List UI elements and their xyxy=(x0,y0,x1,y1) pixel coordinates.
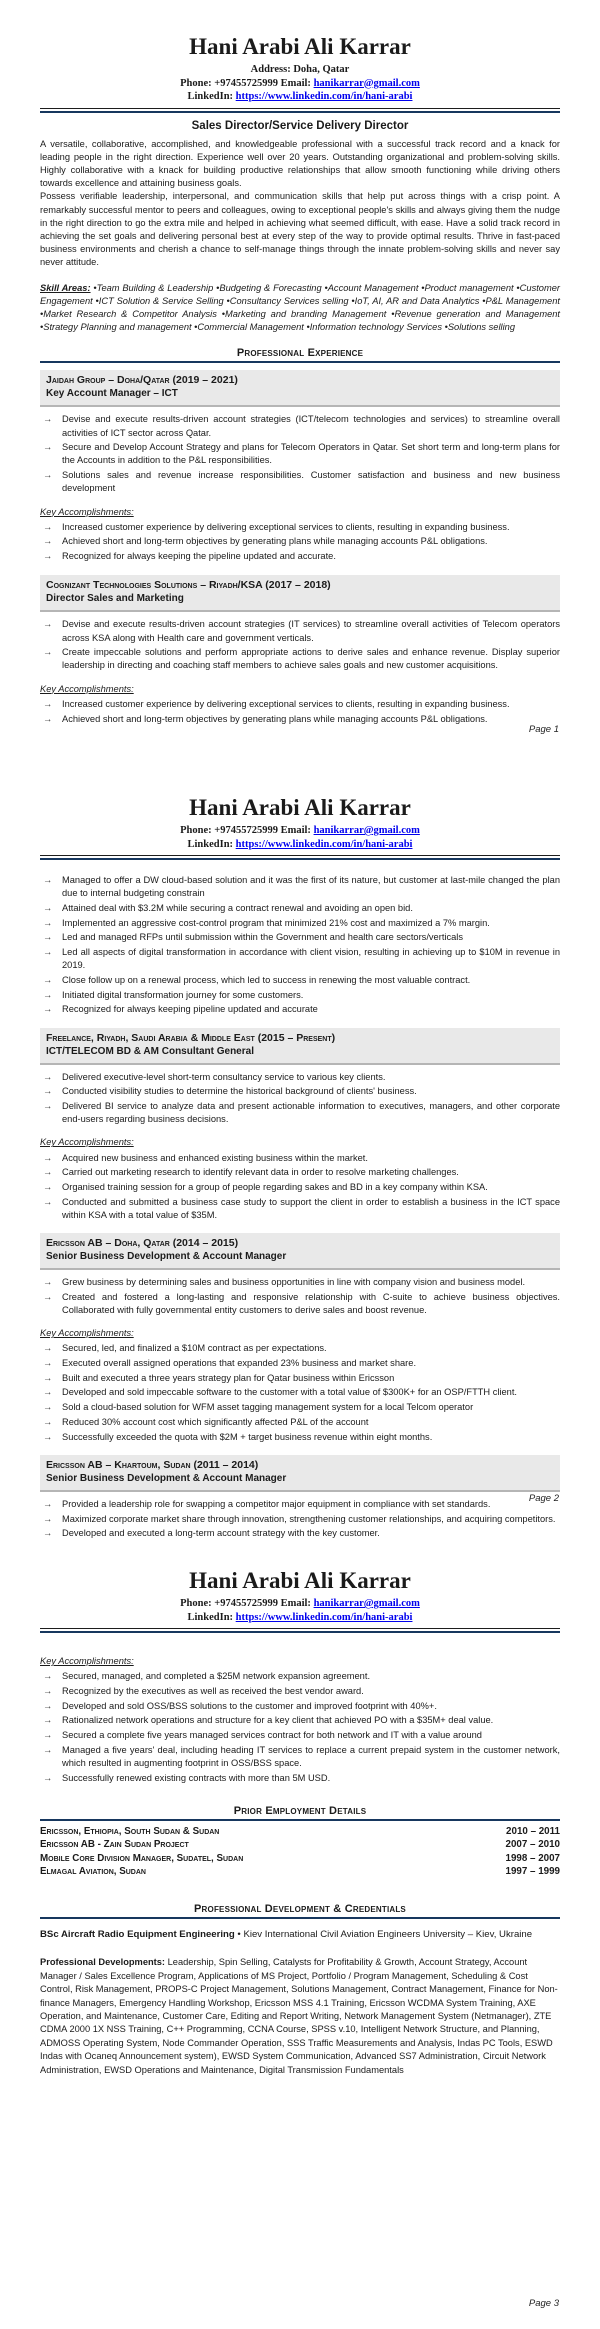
bullet-item xyxy=(40,469,560,495)
phone-email-prefix: Phone: +97455725999 Email: xyxy=(180,1598,314,1609)
professional-developments xyxy=(40,1956,560,2077)
linkedin-link[interactable]: https://www.linkedin.com/in/hani-arabi xyxy=(235,838,413,850)
phone-email-line xyxy=(40,1597,560,1611)
accomplishments-list xyxy=(40,1152,560,1223)
bullet-item xyxy=(40,550,560,563)
bullet-text: Achieved short and long-term objectives by generating plans while managing accounts P&L obligations. xyxy=(62,713,488,724)
arrow-bullet-icon: → xyxy=(43,1372,53,1383)
arrow-bullet-icon: → xyxy=(43,551,53,562)
bullet-item xyxy=(40,1729,560,1742)
arrow-bullet-icon: → xyxy=(43,1700,53,1711)
bullet-item xyxy=(40,1372,560,1385)
phone-email-line xyxy=(40,77,560,91)
bullet-item xyxy=(40,902,560,915)
bullet-text: Provided a leadership role for swapping a competitor major equipment in compliance with set standards. xyxy=(62,1498,491,1509)
employer-name: Ericsson, Ethiopia, South Sudan & Sudan xyxy=(40,1825,220,1837)
prior-employment-row xyxy=(40,1865,560,1879)
bullet-item xyxy=(40,1513,560,1526)
resume-page-3 xyxy=(0,1550,600,2329)
arrow-bullet-icon: → xyxy=(43,1086,53,1097)
employment-years: 1998 – 2007 xyxy=(505,1852,560,1864)
arrow-bullet-icon: → xyxy=(43,1744,53,1755)
arrow-bullet-icon: → xyxy=(43,1277,53,1288)
arrow-bullet-icon: → xyxy=(43,1730,53,1741)
bullet-text: Delivered executive-level short-term consultancy service to various key clients. xyxy=(62,1071,386,1082)
bullet-item xyxy=(40,989,560,1002)
bullet-item xyxy=(40,1085,560,1098)
accomplishments-list xyxy=(40,1342,560,1443)
arrow-bullet-icon: → xyxy=(43,1715,53,1726)
section-divider xyxy=(40,1819,560,1821)
employment-years: 1997 – 1999 xyxy=(505,1866,560,1878)
bullet-text: Managed a five years' deal, including heading IT services to replace a current prepaid system in the customer network, which resulted in augmenting footprint in OSS/BSS space. xyxy=(62,1744,560,1768)
bullet-text: Close follow up on a renewal process, which led to success in renewing the most valuable contract. xyxy=(62,974,471,985)
job-header-ericsson-khartoum xyxy=(40,1455,560,1492)
accomplishments-list xyxy=(40,521,560,564)
bullet-text: Led all aspects of digital transformation in accordance with client vision, resulting in achieving up to $10M in revenue in 2019. xyxy=(62,947,560,971)
arrow-bullet-icon: → xyxy=(43,1387,53,1398)
bullet-item xyxy=(40,1670,560,1683)
arrow-bullet-icon: → xyxy=(43,917,53,928)
arrow-bullet-icon: → xyxy=(43,1004,53,1015)
bullet-text: Developed and executed a long-term account strategy with the key customer. xyxy=(62,1528,380,1539)
arrow-bullet-icon: → xyxy=(43,1772,53,1783)
bullet-item xyxy=(40,1386,560,1399)
arrow-bullet-icon: → xyxy=(43,875,53,885)
skill-areas-text: •Team Building & Leadership •Budgeting & Forecasting •Account Management •Product management •Customer Engagement •ICT Solution & Service Selling •Consultancy Services selling •IoT, AI, AR and Data Analytics •P&L Management •Market Research & Competitor Analysis •Marketing and branding Management •Revenue generation and Management •Strategy Planning and management •Commercial Management •Information technology Services •Solutions selling xyxy=(40,282,560,333)
summary-paragraph: A versatile, collaborative, accomplished, and knowledgeable professional with a successful track record and a knack for leading people in the right direction. Experience well over 20 years. Outstanding organizational and problem-solving skills. Highly collaborative with a knack for building productive relationships that allow smooth functioning while driving others towards excellence and attaining business goals. xyxy=(40,138,560,189)
duties-list xyxy=(40,1498,560,1541)
bullet-item xyxy=(40,1342,560,1355)
degree-line xyxy=(40,1928,560,1942)
arrow-bullet-icon: → xyxy=(43,1167,53,1178)
linkedin-line xyxy=(40,90,560,104)
bullet-text: Devise and execute results-driven account strategies (ICT/telecom technologies and services) to streamline overall activities of ICT sector across Qatar. xyxy=(62,414,560,438)
job-role: Senior Business Development & Account Manager xyxy=(46,1251,287,1263)
job-company: Ericsson AB – Doha, Qatar (2014 – 2015) xyxy=(46,1237,239,1250)
arrow-bullet-icon: → xyxy=(43,521,53,532)
bullet-item xyxy=(40,413,560,439)
bullet-item xyxy=(40,535,560,548)
duties-list xyxy=(40,413,560,495)
bullet-item xyxy=(40,1744,560,1770)
page-header xyxy=(40,795,560,860)
bullet-text: Increased customer experience by delivering exceptional services to clients, resulting in expanding business. xyxy=(62,521,510,532)
email-link[interactable]: hanikarrar@gmail.com xyxy=(313,77,420,89)
bullet-item xyxy=(40,618,560,644)
skill-areas xyxy=(40,282,560,335)
bullet-item xyxy=(40,917,560,930)
job-company: Freelance, Riyadh, Saudi Arabia & Middle East (2015 – Present) xyxy=(46,1031,336,1044)
bullet-text: Recognized by the executives as well as received the best vendor award. xyxy=(62,1685,364,1696)
linkedin-line xyxy=(40,838,560,852)
bullet-text: Developed and sold OSS/BSS solutions to the customer and improved footprint with 40%+. xyxy=(62,1700,437,1711)
page-number: Page 3 xyxy=(528,2298,559,2309)
arrow-bullet-icon: → xyxy=(43,902,53,913)
candidate-name: Hani Arabi Ali Karrar xyxy=(189,34,411,59)
arrow-bullet-icon: → xyxy=(43,619,53,630)
job-header-cognizant xyxy=(40,575,560,612)
bullet-text: Sold a cloud-based solution for WFM asset tagging management system for a local Telcom operator xyxy=(62,1402,474,1413)
linkedin-link[interactable]: https://www.linkedin.com/in/hani-arabi xyxy=(235,1611,413,1623)
phone-email-line xyxy=(40,824,560,838)
bullet-text: Increased customer experience by delivering exceptional services to clients, resulting in expanding business. xyxy=(62,698,510,709)
bullet-text: Managed to offer a DW cloud-based solution and it was the first of its nature, but customer at last-mile changed the plan due to internal budgeting constrain xyxy=(62,875,560,899)
phone-email-prefix: Phone: +97455725999 Email: xyxy=(180,825,314,836)
bullet-text: Developed and sold impeccable software to the customer with a total value of $300K+ for an OSP/FTTH client. xyxy=(62,1387,518,1398)
arrow-bullet-icon: → xyxy=(43,1685,53,1696)
linkedin-prefix: LinkedIn: xyxy=(187,838,236,850)
bullet-text: Solutions sales and revenue increase responsibilities. Customer satisfaction and business and new business development xyxy=(62,470,560,494)
bullet-text: Rationalized network operations and structure for a key client that achieved PO with a $35M+ deal value. xyxy=(62,1715,494,1726)
arrow-bullet-icon: → xyxy=(43,713,53,724)
accomplishments-list xyxy=(40,1670,560,1785)
bullet-item xyxy=(40,1291,560,1317)
employer-name: Elmagal Aviation, Sudan xyxy=(40,1866,146,1878)
section-title: Professional Development & Credentials xyxy=(194,1902,406,1915)
bullet-item xyxy=(40,1714,560,1727)
arrow-bullet-icon: → xyxy=(43,1196,53,1207)
arrow-bullet-icon: → xyxy=(43,470,53,481)
job-role: Director Sales and Marketing xyxy=(46,593,184,605)
section-divider xyxy=(40,361,560,363)
arrow-bullet-icon: → xyxy=(43,1358,53,1369)
bullet-text: Devise and execute results-driven account strategies (IT services) to streamline overall activities of Telecom operators across KSA along with Health care and government verticals. xyxy=(62,619,560,643)
bullet-item xyxy=(40,441,560,467)
bullet-item xyxy=(40,931,560,944)
bullet-item xyxy=(40,1166,560,1179)
linkedin-prefix: LinkedIn: xyxy=(187,1611,236,1623)
section-title: Prior Employment Details xyxy=(233,1804,367,1817)
page-number: Page 2 xyxy=(528,1493,559,1504)
bullet-text: Secured, managed, and completed a $25M network expansion agreement. xyxy=(62,1671,371,1682)
key-accomplishments-label: Key Accomplishments: xyxy=(40,506,134,517)
bullet-text: Created and fostered a long-lasting and responsive relationship with C-suite to achieve business objectives. Collaborated with fully governmental entity customers to derive sales and boost revenue. xyxy=(62,1291,560,1315)
bullet-text: Maximized corporate market share through innovation, strengthening customer relationships, and acquiring competitors. xyxy=(62,1513,556,1524)
arrow-bullet-icon: → xyxy=(43,932,53,943)
bullet-text: Delivered BI service to analyze data and present actionable information to executives, managers, and other corporate end-users regarding business decisions. xyxy=(62,1100,560,1125)
bullet-item xyxy=(40,1431,560,1444)
bullet-text: Reduced 30% account cost which significantly affected P&L of the account xyxy=(62,1416,369,1427)
bullet-text: Create impeccable solutions and perform appropriate actions to derive sales and enhance revenue. Display superior leadership in directing and coaching staff members to achieve sales goals and new customer acquisitions. xyxy=(62,647,560,671)
bullet-item xyxy=(40,874,560,900)
job-company: Ericsson AB – Khartoum, Sudan (2011 – 2014) xyxy=(46,1458,259,1471)
bullet-item xyxy=(40,1527,560,1540)
prior-employment-row xyxy=(40,1825,560,1839)
bullet-text: Carried out marketing research to identify relevant data in order to resolve marketing challenges. xyxy=(62,1167,459,1178)
arrow-bullet-icon: → xyxy=(43,1181,53,1192)
bullet-text: Secured a complete five years managed services contract for both network and IT with a value around xyxy=(62,1730,482,1741)
bullet-item xyxy=(40,1276,560,1289)
bullet-text: Led and managed RFPs until submission within the Government and health care sectors/verticals xyxy=(62,932,464,943)
bullet-text: Successfully exceeded the quota with $2M + target business revenue within eight months. xyxy=(62,1431,433,1442)
bullet-text: Secured, led, and finalized a $10M contract as per expectations. xyxy=(62,1343,327,1354)
bullet-item xyxy=(40,1772,560,1785)
bullet-text: Achieved short and long-term objectives by generating plans while managing accounts P&L obligations. xyxy=(62,536,488,547)
bullet-text: Built and executed a three years strategy plan for Qatar business within Ericsson xyxy=(62,1372,395,1383)
prior-employment-row xyxy=(40,1838,560,1852)
arrow-bullet-icon: → xyxy=(43,442,53,453)
arrow-bullet-icon: → xyxy=(43,1528,53,1539)
bullet-item xyxy=(40,1003,560,1016)
arrow-bullet-icon: → xyxy=(43,536,53,547)
arrow-bullet-icon: → xyxy=(43,1402,53,1413)
linkedin-link[interactable]: https://www.linkedin.com/in/hani-arabi xyxy=(235,91,413,102)
bullet-text: Implemented an aggressive cost-control program that minimized 21% cost and maximized a 7% margin. xyxy=(62,917,490,928)
page-number: Page 1 xyxy=(528,724,559,735)
bullet-item xyxy=(40,974,560,987)
duties-list xyxy=(40,1276,560,1317)
address-line: Address: Doha, Qatar xyxy=(250,64,350,75)
bullet-text: Successfully renewed existing contracts with more than 5M USD. xyxy=(62,1772,331,1783)
bullet-text: Attained deal with $3.2M while securing a contract renewal and avoiding an open bid. xyxy=(62,902,413,913)
duties-list xyxy=(40,1071,560,1127)
employer-name: Ericsson AB - Zain Sudan Project xyxy=(40,1839,189,1851)
arrow-bullet-icon: → xyxy=(43,1291,53,1302)
arrow-bullet-icon: → xyxy=(43,1671,53,1682)
professional-developments-label: Professional Developments: xyxy=(40,1957,168,1968)
candidate-name: Hani Arabi Ali Karrar xyxy=(189,795,411,820)
arrow-bullet-icon: → xyxy=(43,1100,53,1111)
section-professional-experience xyxy=(40,347,560,363)
bullet-text: Recognized for always keeping the pipeline updated and accurate. xyxy=(62,551,336,562)
bullet-text: Executed overall assigned operations that expanded 23% business and market share. xyxy=(62,1358,417,1369)
accomplishments-continued-list xyxy=(40,874,560,1017)
linkedin-line xyxy=(40,1611,560,1625)
candidate-name: Hani Arabi Ali Karrar xyxy=(189,1568,411,1593)
bullet-text: Acquired new business and enhanced existing business within the market. xyxy=(62,1152,368,1163)
arrow-bullet-icon: → xyxy=(43,974,53,985)
bullet-text: Conducted and submitted a business case study to support the client in order to establish a business in the ICT space within KSA with a total value of $35M. xyxy=(62,1196,560,1220)
arrow-bullet-icon: → xyxy=(43,1343,53,1354)
employer-name: Mobile Core Division Manager, Sudatel, Sudan xyxy=(40,1852,244,1864)
bullet-text: Organised training session for a group of people regarding sakes and BD in a key company within KSA. xyxy=(62,1181,488,1192)
section-title: Professional Experience xyxy=(236,347,364,360)
bullet-item xyxy=(40,946,560,972)
resume-page-1 xyxy=(0,0,600,775)
professional-developments-text: Leadership, Spin Selling, Catalysts for Profitability & Growth, Account Strategy, Account Manager / Sales Excellence Program, Applications of MS Project, Portfolio / Program Management, Scheduling & Cost Control, Risk Management, PROPS-C Project Management, Solutions Management, Contract Management, Finance for Non-finance Managers, Emergency Handling Workshop, Ericsson MSS 4.1 Training, Ericsson WCDMA System Training, AXE Operation, and Maintenance, Customer Care, Editing and Report Writing, Network Management System (Netmanager), ZTE CDMA 2000 1X NSS Training, C++ Programming, CCNA Course, SPSS v.10, Intelligent Network Structure, and Planning, ADMOSS Operating System, Node Commander Operation, SSS Traffic Measurements and Analysis, Indas PC Tools, ESWD Indas with Ocaneq Announcement system), EWSD System Communication, Advanced SS7 Administration, Circuit Network Administration, EWSD Operations and Maintenance, Digital Transmission Fundamentals xyxy=(40,1957,558,2075)
key-accomplishments-label: Key Accomplishments: xyxy=(40,1328,134,1339)
linkedin-prefix: LinkedIn: xyxy=(187,91,236,102)
job-role: Key Account Manager – ICT xyxy=(46,388,178,400)
bullet-item xyxy=(40,1498,560,1511)
arrow-bullet-icon: → xyxy=(43,1416,53,1427)
duties-list xyxy=(40,618,560,672)
bullet-item xyxy=(40,1152,560,1165)
degree-title: BSc Aircraft Radio Equipment Engineering xyxy=(40,1928,235,1940)
email-link[interactable]: hanikarrar@gmail.com xyxy=(313,825,420,836)
bullet-item xyxy=(40,1181,560,1194)
bullet-item xyxy=(40,1071,560,1084)
arrow-bullet-icon: → xyxy=(43,1071,53,1082)
arrow-bullet-icon: → xyxy=(43,947,53,958)
bullet-item xyxy=(40,1401,560,1414)
job-header-jaidah xyxy=(40,370,560,407)
arrow-bullet-icon: → xyxy=(43,1513,53,1524)
job-role: ICT/TELECOM BD & AM Consultant General xyxy=(46,1045,254,1057)
bullet-item xyxy=(40,1685,560,1698)
key-accomplishments-label: Key Accomplishments: xyxy=(40,1137,134,1148)
key-accomplishments-label: Key Accomplishments: xyxy=(40,1656,134,1666)
page-header xyxy=(40,1568,560,1633)
bullet-item xyxy=(40,713,560,726)
phone-email-prefix: Phone: +97455725999 Email: xyxy=(180,77,314,89)
bullet-item xyxy=(40,1416,560,1429)
summary-paragraph: Possess verifiable leadership, interpersonal, and communication skills that help put across things with a crisp point. A remarkably successful mentor to peers and colleagues, owing to exceptional people's skills and always giving them the nudge in the right direction to go the extra mile and helped in achieving what seemed difficult, with ease. Have a solid track record in achieving the set goals and delivering personal best at every step of the way to provide optimal results. Thrive in fast-paced business environments and cherish a chance to self-manage things through the innate problem-solving skills and never say never attitude. xyxy=(40,191,560,268)
bullet-item xyxy=(40,521,560,534)
degree-university: • Kiev International Civil Aviation Engineers University – Kiev, Ukraine xyxy=(234,1928,533,1940)
bullet-item xyxy=(40,1196,560,1222)
accomplishments-list xyxy=(40,698,560,726)
resume-page-2 xyxy=(0,775,600,1550)
job-role: Senior Business Development & Account Manager xyxy=(46,1472,287,1484)
bullet-item xyxy=(40,698,560,711)
arrow-bullet-icon: → xyxy=(43,989,53,1000)
employment-years: 2010 – 2011 xyxy=(506,1825,560,1837)
bullet-item xyxy=(40,1700,560,1713)
arrow-bullet-icon: → xyxy=(43,1431,53,1442)
job-company: Cognizant Technologies Solutions – Riyadh/KSA (2017 – 2018) xyxy=(46,579,331,592)
key-accomplishments-label: Key Accomplishments: xyxy=(40,683,134,694)
arrow-bullet-icon: → xyxy=(43,698,53,709)
email-link[interactable]: hanikarrar@gmail.com xyxy=(313,1598,420,1609)
bullet-text: Grew business by determining sales and business opportunities in line with company vision and business model. xyxy=(62,1277,526,1288)
job-header-freelance xyxy=(40,1028,560,1065)
arrow-bullet-icon: → xyxy=(43,647,53,658)
header-divider xyxy=(40,108,560,113)
bullet-text: Initiated digital transformation journey for some customers. xyxy=(62,989,304,1000)
job-header-ericsson-doha xyxy=(40,1233,560,1270)
bullet-item xyxy=(40,1357,560,1370)
bullet-item xyxy=(40,1100,560,1126)
section-professional-development xyxy=(40,1903,560,1919)
arrow-bullet-icon: → xyxy=(43,414,53,425)
bullet-text: Secure and Develop Account Strategy and plans for Telecom Operators in Qatar. Set short term and long-term plans for the Accounts in addition to the P&L responsibilities. xyxy=(62,442,560,466)
page-header xyxy=(40,34,560,113)
job-company: Jaidah Group – Doha/Qatar (2019 – 2021) xyxy=(46,374,238,387)
skill-areas-label: Skill Areas: xyxy=(40,282,91,293)
section-prior-employment xyxy=(40,1805,560,1821)
arrow-bullet-icon: → xyxy=(43,1498,53,1509)
section-divider xyxy=(40,1917,560,1919)
arrow-bullet-icon: → xyxy=(43,1152,53,1163)
role-title: Sales Director/Service Delivery Director xyxy=(191,119,409,132)
employment-years: 2007 – 2010 xyxy=(505,1839,560,1851)
prior-employment-table xyxy=(40,1825,560,1879)
bullet-item xyxy=(40,646,560,672)
bullet-text: Recognized for always keeping pipeline updated and accurate xyxy=(62,1004,318,1015)
bullet-text: Conducted visibility studies to determine the historical background of clients' business. xyxy=(62,1086,417,1097)
prior-employment-row xyxy=(40,1852,560,1866)
